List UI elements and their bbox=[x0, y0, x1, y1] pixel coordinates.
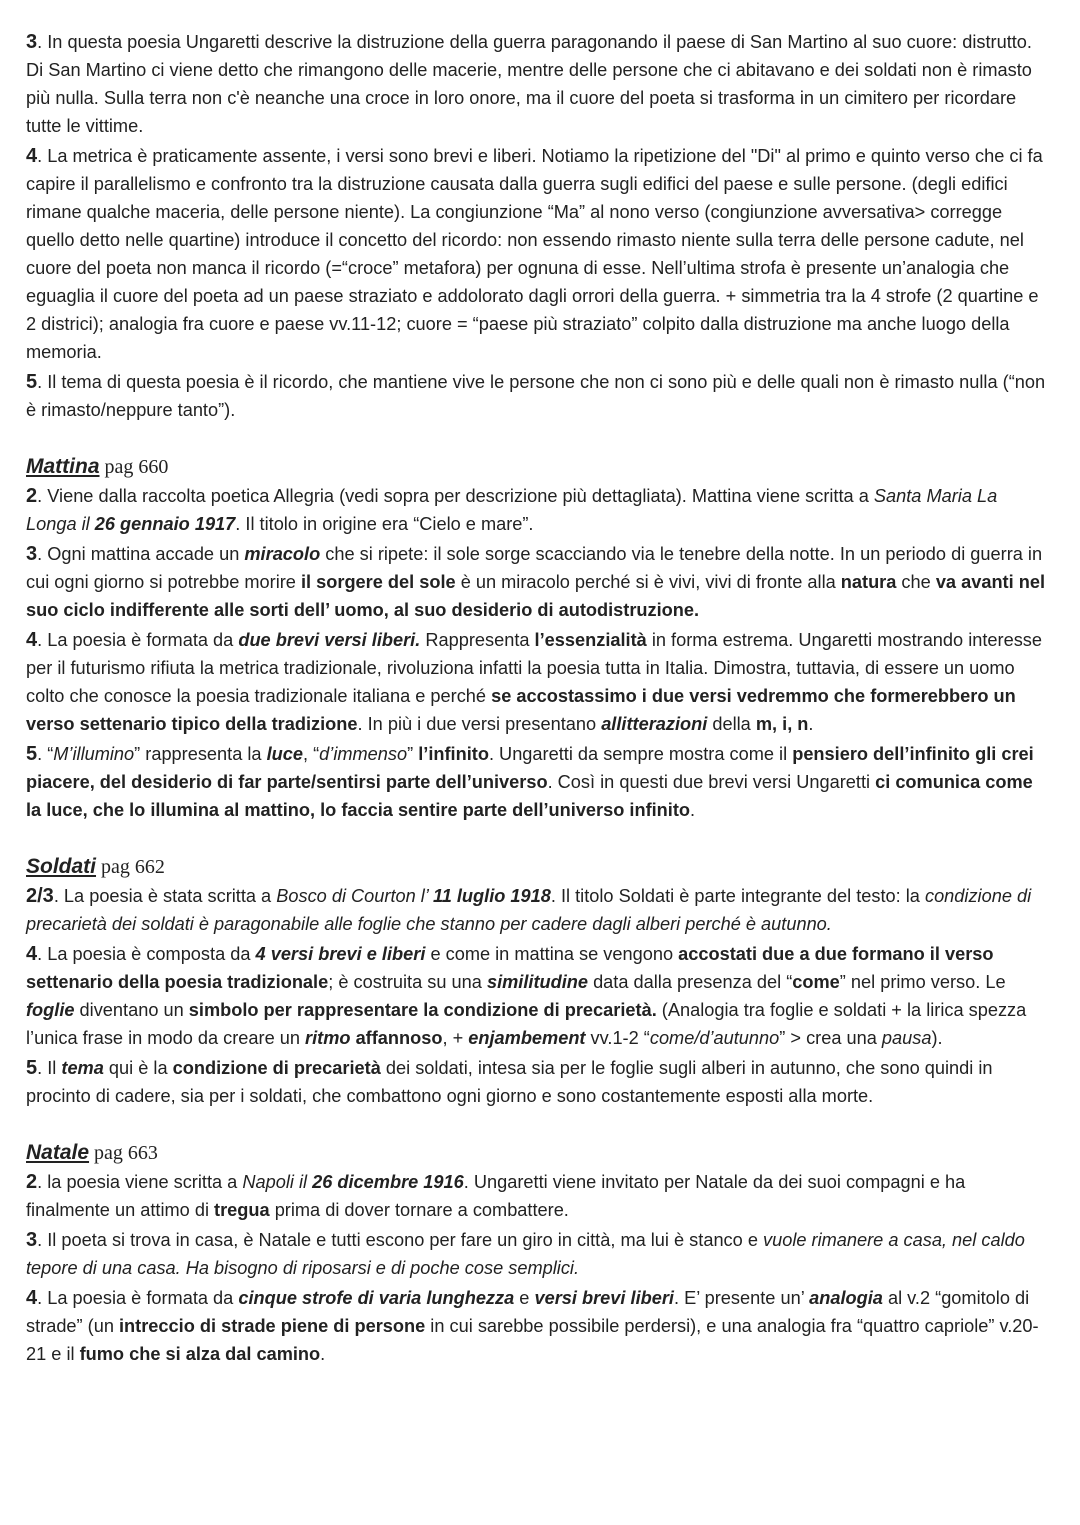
section-heading bbox=[26, 452, 1050, 482]
text-run: tregua bbox=[214, 1200, 270, 1220]
text-run: prima di dover tornare a combattere. bbox=[269, 1200, 569, 1220]
paragraph bbox=[26, 1054, 1050, 1110]
text-run: se accostassimo i due versi vedremmo che formerebbero un verso settenario tipico della tradizione bbox=[26, 686, 1016, 734]
text-run: fumo che si alza dal camino bbox=[79, 1344, 321, 1364]
text-run: in cui sarebbe possibile perdersi), e una analogia fra “quattro capriole” v.20-21 e il bbox=[26, 1316, 1039, 1364]
text-run: luce bbox=[266, 744, 303, 764]
text-run: pausa bbox=[881, 1028, 932, 1048]
text-run: . La metrica è praticamente assente, i versi sono brevi e liberi. Notiamo la ripetizione del "Di" al primo e quinto verso che ci fa capire il parallelismo e confronto tra la distruzione causata dalla guerra sugli edifici del paese e sulle persone. (degli edifici rimane qualche maceria, delle persone niente). La congiunzione “Ma” al nono verso (congiunzione avversativa> corregge quello detto nelle quartine) introduce il concetto del ricordo: non essendo rimasto niente sulla terra delle persone cadute, nel cuore del poeta non manca il ricordo (=“croce” metafora) per ognuna di esse. Nell’ultima strofa è presente un’analogia che eguaglia il cuore del poeta ad un paese straziato e addolorato dagli orrori della guerra. + simmetria tra la 4 strofe (2 quartine e 2 districi); analogia fra cuore e paese vv.11-12; cuore = “paese più straziato” colpito dalla distruzione ma anche luogo della memoria. bbox=[26, 146, 1043, 362]
text-run: allitterazioni bbox=[601, 714, 708, 734]
text-run: Napoli il bbox=[242, 1172, 313, 1192]
section-heading bbox=[26, 1138, 1050, 1168]
text-run: (Analogia tra foglie e soldati + la lirica spezza l’unica frase in modo da creare un bbox=[26, 1000, 1027, 1048]
text-run: va avanti nel suo ciclo indifferente alle sorti dell’ uomo, al suo desiderio di autodistruzione. bbox=[26, 572, 1045, 620]
paragraph bbox=[26, 482, 1050, 538]
text-run: che si ripete: il sole sorge scacciando via le tenebre della notte. In un periodo di guerra in cui ogni giorno si potrebbe morire bbox=[26, 544, 1043, 592]
text-run: enjambement bbox=[468, 1028, 586, 1048]
text-run: M’illumino bbox=[53, 744, 135, 764]
text-run: 26 gennaio 1917 bbox=[94, 514, 236, 534]
text-run: Rappresenta bbox=[420, 630, 535, 650]
text-run: . Viene dalla raccolta poetica Allegria (vedi sopra per descrizione più dettagliata). Mattina viene scritta a bbox=[37, 486, 874, 506]
text-run: data dalla presenza del “ bbox=[588, 972, 793, 992]
paragraph bbox=[26, 142, 1050, 366]
paragraph bbox=[26, 1168, 1050, 1224]
point-number: 3 bbox=[26, 543, 38, 565]
page-reference: pag 663 bbox=[89, 1142, 158, 1164]
text-run: , + bbox=[442, 1028, 469, 1048]
text-run: . Il titolo Soldati è parte integrante del testo: la bbox=[550, 886, 925, 906]
text-run: . La poesia è stata scritta a bbox=[53, 886, 277, 906]
text-run: . Il bbox=[37, 1058, 62, 1078]
point-number: 3 bbox=[26, 1229, 38, 1251]
text-run: . Ogni mattina accade un bbox=[37, 544, 245, 564]
page-reference: pag 660 bbox=[99, 456, 169, 478]
paragraph bbox=[26, 940, 1050, 1052]
text-run: . bbox=[808, 714, 814, 734]
text-run: 4 versi brevi e liberi bbox=[255, 944, 426, 964]
text-run: Santa Maria La Longa il bbox=[26, 486, 998, 534]
text-run: ritmo bbox=[305, 1028, 351, 1048]
text-run: ; è costruita su una bbox=[328, 972, 487, 992]
section-title: Mattina bbox=[26, 455, 100, 478]
text-run: vv.1-2 “ bbox=[585, 1028, 650, 1048]
point-number: 4 bbox=[26, 943, 38, 965]
point-number: 5 bbox=[26, 1057, 38, 1079]
paragraph bbox=[26, 740, 1050, 824]
point-number: 4 bbox=[26, 1287, 38, 1309]
text-run: della bbox=[707, 714, 756, 734]
text-run: analogia bbox=[809, 1288, 883, 1308]
text-run: e bbox=[514, 1288, 535, 1308]
text-run: è un miracolo perché si è vivi, vivi di fronte alla bbox=[455, 572, 841, 592]
text-run: . La poesia è formata da bbox=[37, 630, 239, 650]
text-run: , “ bbox=[303, 744, 320, 764]
text-run: cinque strofe di varia lunghezza bbox=[238, 1288, 515, 1308]
text-run: similitudine bbox=[486, 972, 589, 992]
text-run: . Ungaretti viene invitato per Natale da dei suoi compagni e ha finalmente un attimo di bbox=[26, 1172, 966, 1220]
text-run: 26 dicembre 1916 bbox=[312, 1172, 464, 1192]
text-run: . Ungaretti da sempre mostra come il bbox=[488, 744, 793, 764]
text-run: il sorgere del sole bbox=[300, 572, 456, 592]
text-run: qui è la bbox=[103, 1058, 173, 1078]
paragraph bbox=[26, 368, 1050, 424]
text-run: versi brevi liberi bbox=[534, 1288, 674, 1308]
text-run: in forma estrema. Ungaretti mostrando interesse per il futurismo rifiuta la metrica tradizionale, rivoluziona infatti la poesia tutta in Italia. Dimostra, tuttavia, di essere un uomo colto che conosce la poesia tradizionale italiana e perché bbox=[26, 630, 1043, 706]
point-number: 5 bbox=[26, 371, 38, 393]
text-run: . Così in questi due brevi versi Ungaretti bbox=[547, 772, 876, 792]
text-run: condizione di precarietà dei soldati è paragonabile alle foglie che stanno per cadere dagli alberi perché è autunno. bbox=[26, 886, 1032, 934]
paragraph bbox=[26, 540, 1050, 624]
text-run: vuole rimanere a casa, nel caldo tepore di una casa. Ha bisogno di riposarsi e di poche cose semplici. bbox=[26, 1230, 1025, 1278]
text-run: . Il titolo in origine era “Cielo e mare”. bbox=[235, 514, 534, 534]
text-run: dei soldati, intesa sia per le foglie sugli alberi in autunno, che sono quindi in procinto di cadere, sia per i soldati, che combattono ogni giorno e sono costantemente esposti alla morte. bbox=[26, 1058, 993, 1106]
point-number: 4 bbox=[26, 145, 38, 167]
text-run: . E’ presente un’ bbox=[673, 1288, 810, 1308]
section-title: Natale bbox=[26, 1141, 90, 1164]
section-heading bbox=[26, 852, 1050, 882]
text-run: . La poesia è formata da bbox=[37, 1288, 239, 1308]
text-run: ci comunica come la luce, che lo illumina al mattino, lo faccia sentire parte dell’universo infinito bbox=[26, 772, 1033, 820]
text-run: . Il tema di questa poesia è il ricordo, che mantiene vive le persone che non ci sono più e delle quali non è rimasto nulla (“non è rimasto/neppure tanto”). bbox=[26, 372, 1046, 420]
point-number: 2 bbox=[26, 1171, 38, 1193]
text-run: simbolo per rappresentare la condizione di precarietà. bbox=[188, 1000, 657, 1020]
text-run: l’essenzialità bbox=[534, 630, 647, 650]
point-number: 4 bbox=[26, 629, 38, 651]
text-run: foglie bbox=[26, 1000, 75, 1020]
text-run: . bbox=[320, 1344, 326, 1364]
text-run: . la poesia viene scritta a bbox=[37, 1172, 243, 1192]
text-run: al v.2 “gomitolo di strade” (un bbox=[26, 1288, 1030, 1336]
paragraph bbox=[26, 626, 1050, 738]
point-number: 3 bbox=[26, 31, 38, 53]
paragraph bbox=[26, 28, 1050, 140]
page-reference: pag 662 bbox=[96, 856, 165, 878]
text-run: e come in mattina se vengono bbox=[425, 944, 679, 964]
text-run: ” > crea una bbox=[779, 1028, 882, 1048]
section-title: Soldati bbox=[26, 855, 97, 878]
text-run: due brevi versi liberi. bbox=[238, 630, 421, 650]
text-run: miracolo bbox=[244, 544, 321, 564]
paragraph bbox=[26, 1284, 1050, 1368]
paragraph bbox=[26, 1226, 1050, 1282]
text-run: ” nel primo verso. Le bbox=[839, 972, 1006, 992]
text-run: condizione di precarietà bbox=[172, 1058, 381, 1078]
text-run: . bbox=[690, 800, 696, 820]
text-run: come/d’autunno bbox=[649, 1028, 780, 1048]
text-run: Bosco di Courton l’ bbox=[276, 886, 433, 906]
text-run: m, i, n bbox=[755, 714, 809, 734]
text-run: ” bbox=[407, 744, 419, 764]
text-run: affannoso bbox=[355, 1028, 443, 1048]
text-run: tema bbox=[61, 1058, 104, 1078]
text-run: diventano un bbox=[74, 1000, 189, 1020]
text-run: . In più i due versi presentano bbox=[357, 714, 602, 734]
text-run: come bbox=[792, 972, 840, 992]
text-run: . Il poeta si trova in casa, è Natale e tutti escono per fare un giro in città, ma lui è stanco e bbox=[37, 1230, 763, 1250]
point-number: 2/3 bbox=[26, 885, 54, 907]
text-run: . “ bbox=[37, 744, 54, 764]
text-run: . La poesia è composta da bbox=[37, 944, 256, 964]
text-run: che bbox=[896, 572, 936, 592]
text-run: 11 luglio 1918 bbox=[432, 886, 551, 906]
text-run: l’infinito bbox=[418, 744, 489, 764]
text-run: accostati due a due formano il verso settenario della poesia tradizionale bbox=[26, 944, 994, 992]
text-run: natura bbox=[840, 572, 897, 592]
text-run: d’immenso bbox=[319, 744, 408, 764]
text-run: pensiero dell’infinito gli crei piacere, del desiderio di far parte/sentirsi parte dell’universo bbox=[26, 744, 1034, 792]
text-run: intreccio di strade piene di persone bbox=[119, 1316, 426, 1336]
point-number: 2 bbox=[26, 485, 38, 507]
text-run: . In questa poesia Ungaretti descrive la distruzione della guerra paragonando il paese di San Martino al suo cuore: distrutto. Di San Martino ci viene detto che rimangono delle macerie, mentre delle persone che ci abitavano e dei soldati non è rimasto più nulla. Sulla terra non c'è neanche una croce in loro onore, ma il cuore del poeta si trasforma in un cimitero per ricordare tutte le vittime. bbox=[26, 32, 1032, 136]
text-run: ” rappresenta la bbox=[134, 744, 267, 764]
text-run: ). bbox=[931, 1028, 943, 1048]
point-number: 5 bbox=[26, 743, 38, 765]
paragraph bbox=[26, 882, 1050, 938]
